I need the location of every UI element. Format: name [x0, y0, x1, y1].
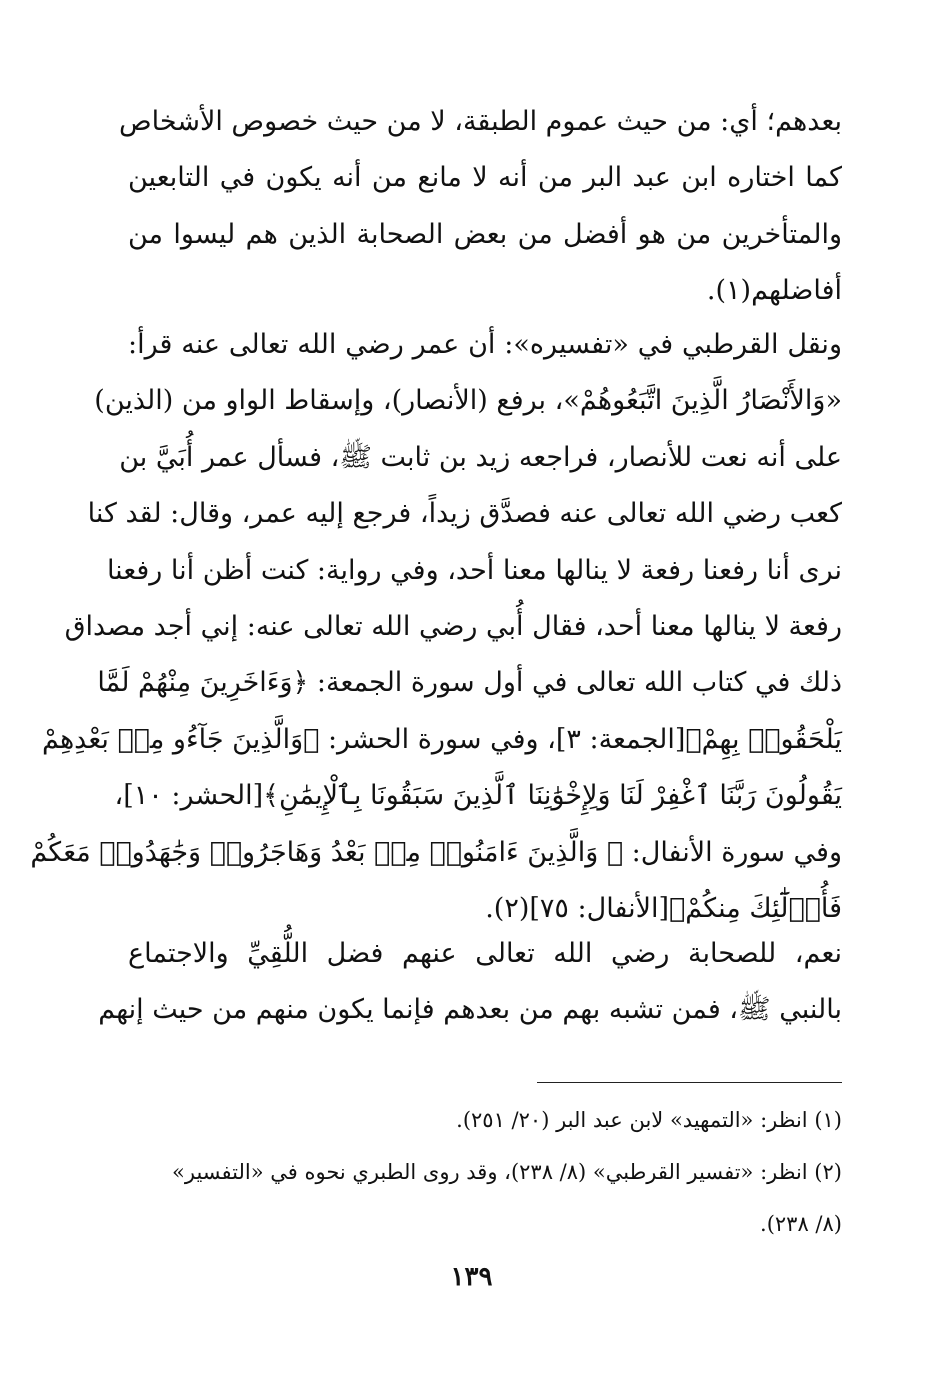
footnote-text: (٢) انظر: «تفسير القرطبي» (٨/ ٢٣٨)، وقد روى الطبري نحوه في «التفسير» [172, 1160, 842, 1184]
text-line: وفي سورة الأنفال: ﴿ وَالَّذِينَ ءَامَنُوا۟ مِنۢ بَعْدُ وَهَاجَرُوا۟ وَجَٰهَدُوا۟ مَعَكُمْ [30, 836, 842, 868]
text-line: والمتأخرين من هو أفضل من بعض الصحابة الذين هم ليسوا من [128, 218, 842, 250]
footnote-1 [128, 1094, 842, 1146]
paragraph-1 [119, 94, 842, 320]
text-line: بعدهم؛ أي: من حيث عموم الطبقة، لا من حيث خصوص الأشخاص [119, 106, 842, 137]
text-line: «وَالأَنْصَارُ الَّذِينَ اتَّبَعُوهُمْ»، برفع (الأنصار)، وإسقاط الواو من (الذين) [94, 385, 842, 417]
text-line: نرى أنا رفعنا رفعة لا ينالها معنا أحد، وفي رواية: كنت أظن أنا رفعنا [106, 554, 842, 586]
footnote-2 [128, 1146, 842, 1250]
text-line: أفاضلهم(١). [706, 275, 842, 307]
footnote-divider [537, 1082, 842, 1083]
text-line: على أنه نعت للأنصار، فراجعه زيد بن ثابت ﷺ، فسأل عمر أُبَيَّ بن [119, 441, 842, 473]
paragraph-3 [98, 926, 842, 1039]
paragraph-2 [30, 317, 842, 937]
text-line: رفعة لا ينالها معنا أحد، فقال أُبي رضي الله تعالى عنه: إني أجد مصداق [64, 610, 842, 642]
text-line: كما اختاره ابن عبد البر من أنه لا مانع من أنه يكون في التابعين [128, 162, 842, 194]
page-number: ١٣٩ [450, 1262, 493, 1292]
text-line: بالنبي ﷺ، فمن تشبه بهم من بعدهم فإنما يكون منهم من حيث إنهم [98, 994, 842, 1026]
text-line: ونقل القرطبي في «تفسيره»: أن عمر رضي الله تعالى عنه قرأ: [128, 329, 842, 360]
text-line: ذلك في كتاب الله تعالى في أول سورة الجمعة: ﴿وَءَاخَرِينَ مِنْهُمْ لَمَّا [97, 667, 842, 699]
text-line: كعب رضي الله تعالى عنه فصدَّق زيداً، فرجع إليه عمر، وقال: لقد كنا [87, 498, 842, 530]
text-line: يَلْحَقُوا۟ بِهِمْ﴾[الجمعة: ٣]، وفي سورة الحشر: ﴿وَالَّذِينَ جَآءُو مِنۢ بَعْدِهِمْ [41, 723, 842, 755]
footnote-text: (١) انظر: «التمهيد» لابن عبد البر (٢٠/ ٢٥١). [456, 1108, 842, 1132]
text-line: نعم، للصحابة رضي الله تعالى عنهم فضل اللُّقِيِّ والاجتماع [128, 938, 842, 969]
footnote-text: (٨/ ٢٣٨). [760, 1212, 842, 1236]
text-line: فَأُو۟لَٰٓئِكَ مِنكُمْ﴾[الأنفال: ٧٥](٢). [485, 892, 842, 924]
text-line: يَقُولُونَ رَبَّنَا ٱغْفِرْ لَنَا وَلِإِخْوَٰنِنَا ٱلَّذِينَ سَبَقُونَا بِٱلْإِيمَٰنِ﴾[الحشر: ١٠]، [114, 780, 842, 812]
